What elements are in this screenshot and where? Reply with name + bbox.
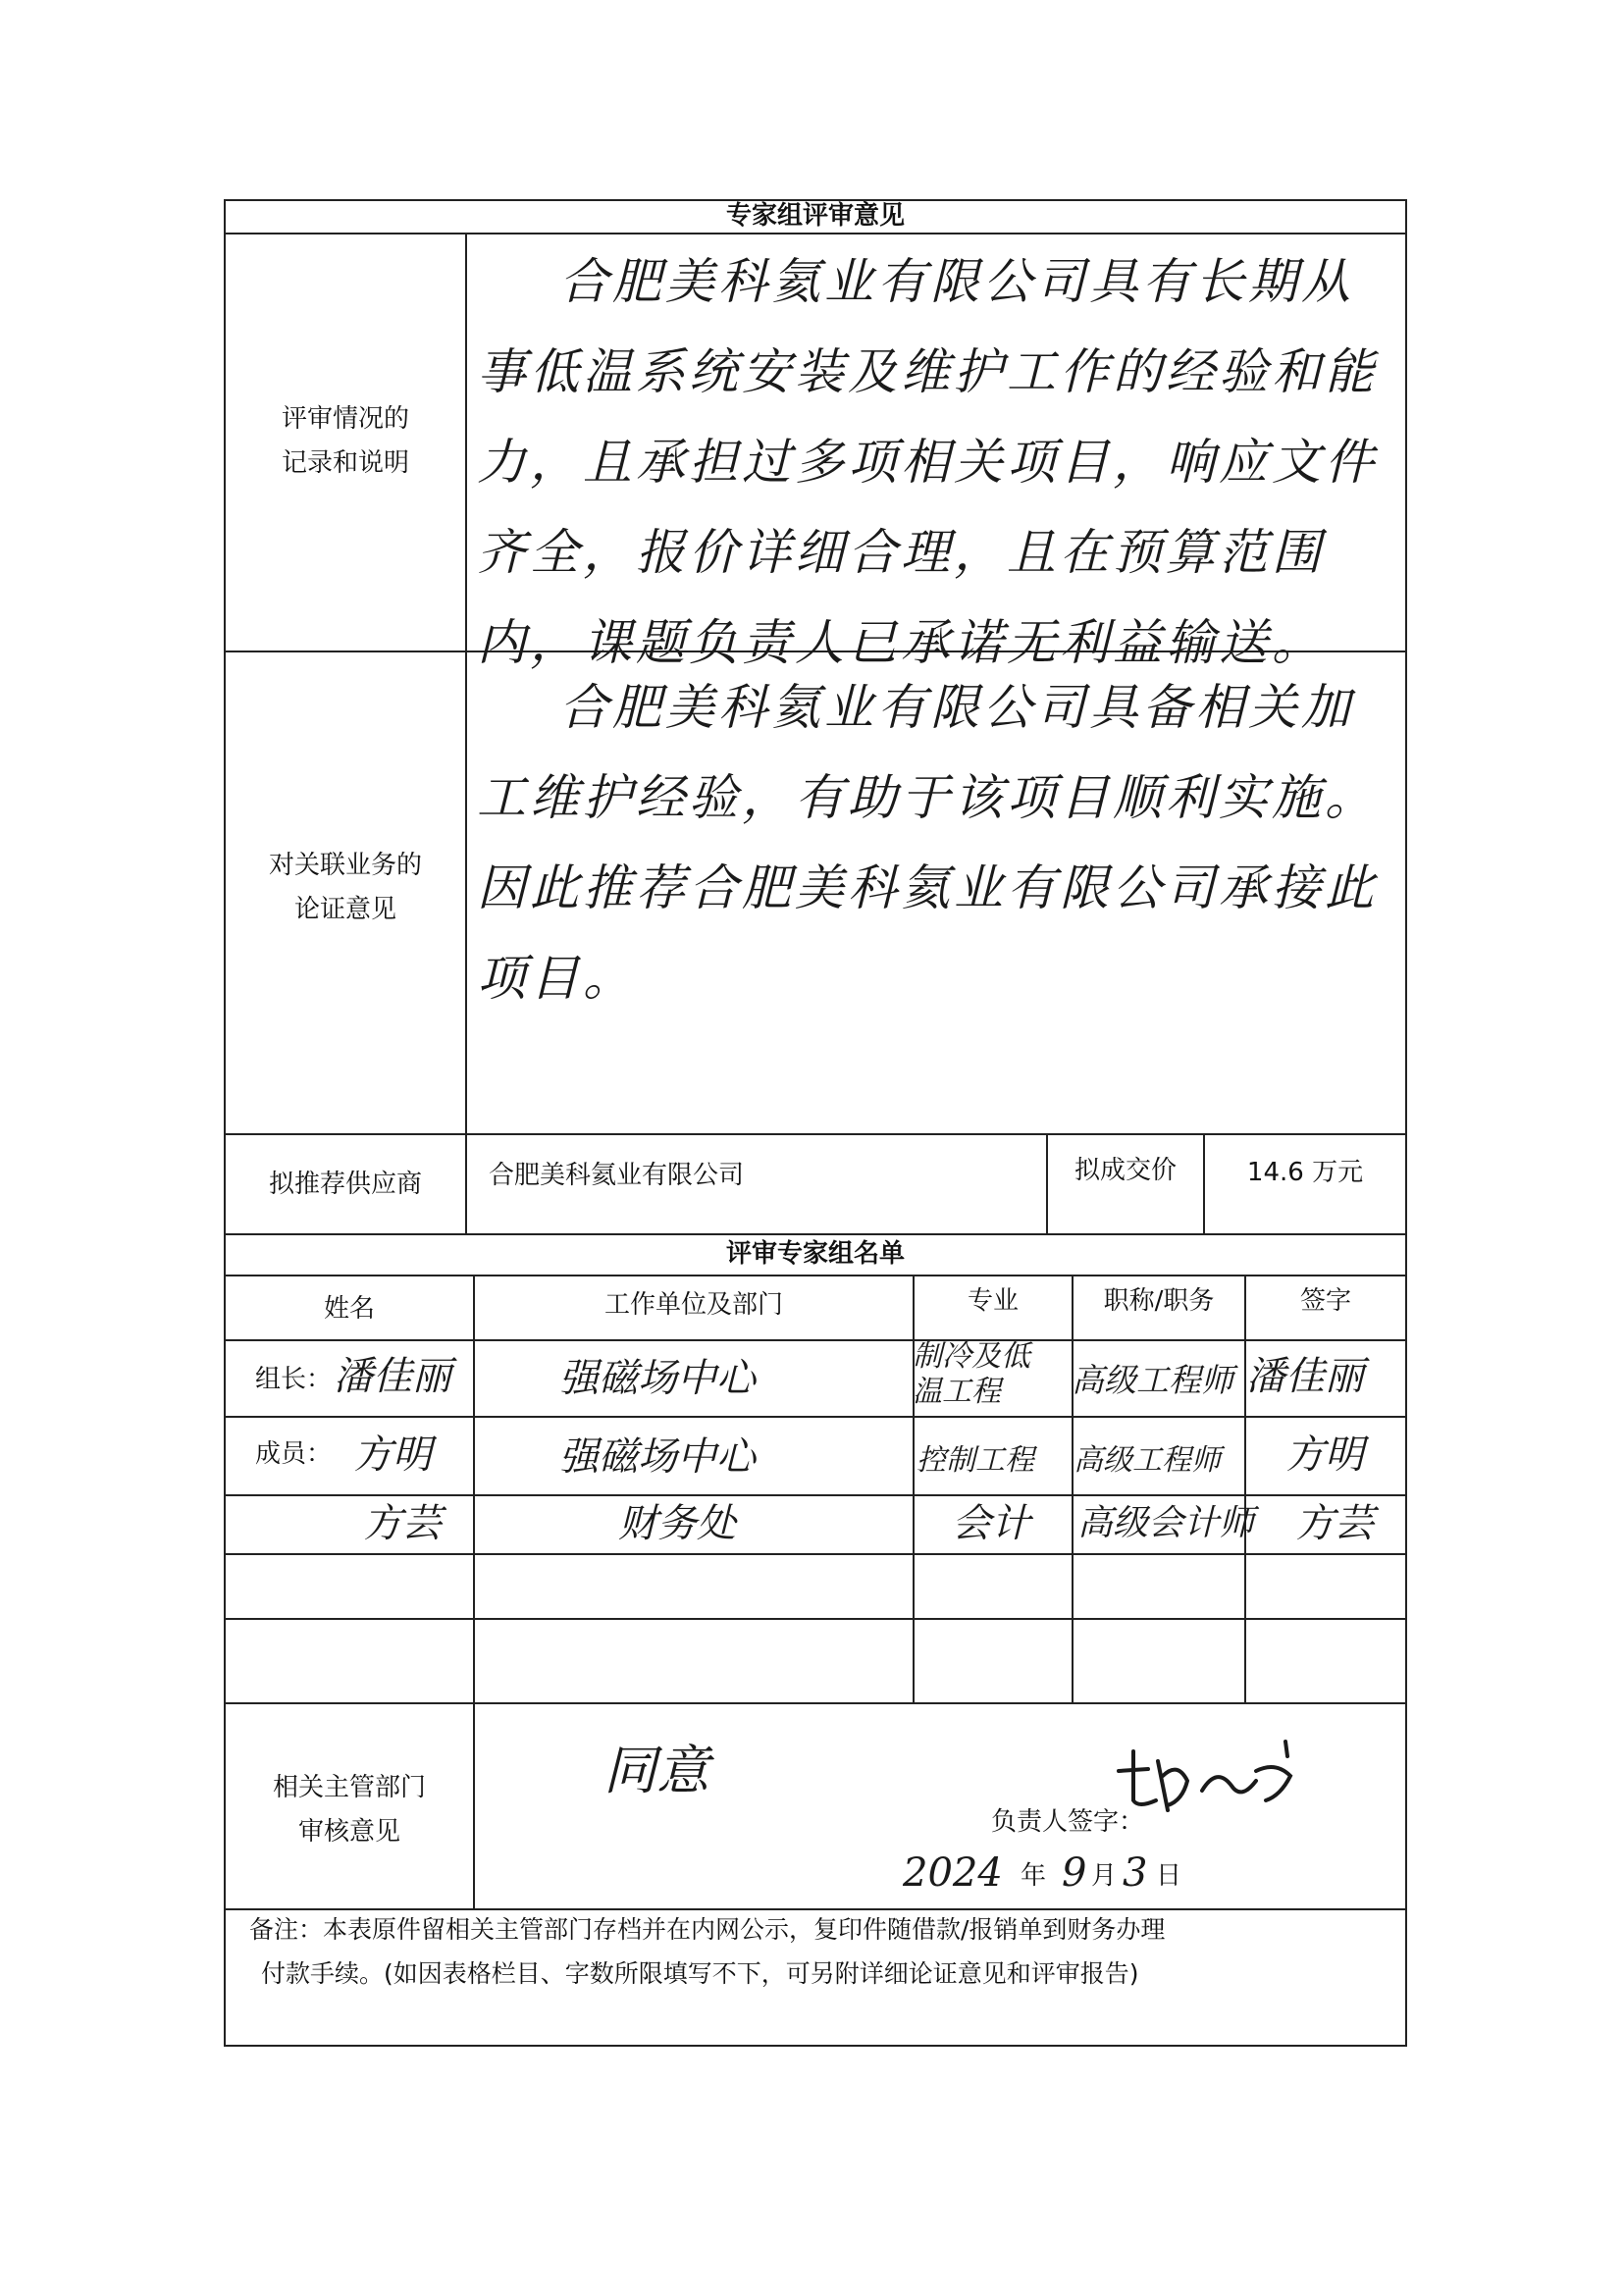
section-title: 专家组评审意见 xyxy=(725,201,905,231)
price-label: 拟成交价 xyxy=(1074,1156,1177,1185)
divider xyxy=(226,1908,1405,1910)
divider xyxy=(1244,1275,1246,1702)
header-title: 职称/职务 xyxy=(1103,1286,1215,1316)
divider xyxy=(226,233,1405,234)
header-major: 专业 xyxy=(967,1286,1019,1316)
signer-label: 负责人签字： xyxy=(991,1807,1145,1837)
divider xyxy=(226,1416,1405,1418)
date-month-label: 月 xyxy=(1091,1861,1118,1891)
supplier-value: 合肥美科氦业有限公司 xyxy=(489,1161,745,1190)
divider xyxy=(226,1702,1405,1704)
related-business-content: 合肥美科氦业有限公司具备相关加工维护经验，有助于该项目顺利实施。因此推荐合肥美科氦业有限公司承接此项目。 xyxy=(477,679,1378,1007)
dept-review-label-1: 相关主管部门 xyxy=(272,1773,426,1802)
remarks-line-1: 备注：本表原件留相关主管部门存档并在内网公示，复印件随借款/报销单到财务办理 xyxy=(249,1915,1166,1944)
row-unit: 强磁场中心 xyxy=(559,1356,756,1401)
row-sign: 潘佳丽 xyxy=(1246,1354,1364,1399)
leader-signature-icon xyxy=(1109,1732,1305,1820)
review-record-label-1: 评审情况的 xyxy=(281,404,409,434)
review-record-content: 合肥美科氦业有限公司具有长期从事低温系统安装及维护工作的经验和能力，且承担过多项相关项目，响应文件齐全，报价详细合理，且在预算范围内，课题负责人已承诺无利益输送。 xyxy=(477,253,1378,671)
remarks-line-2: 付款手续。(如因表格栏目、字数所限填写不下，可另附详细论证意见和评审报告) xyxy=(261,1959,1139,1988)
row-sign: 方芸 xyxy=(1295,1501,1374,1546)
date-day-label: 日 xyxy=(1156,1861,1182,1891)
dept-opinion: 同意 xyxy=(603,1740,709,1801)
divider xyxy=(226,1133,1405,1135)
expert-list-title: 评审专家组名单 xyxy=(725,1239,905,1269)
row-name: 方芸 xyxy=(363,1501,442,1546)
related-business-label-1: 对关联业务的 xyxy=(268,851,422,880)
review-record-label-2: 记录和说明 xyxy=(281,448,409,478)
divider xyxy=(473,1275,475,1702)
supplier-label: 拟推荐供应商 xyxy=(268,1170,422,1199)
date-day: 3 xyxy=(1123,1850,1148,1896)
divider xyxy=(226,1618,1405,1620)
header-sign: 签字 xyxy=(1299,1286,1351,1316)
expert-review-form xyxy=(224,199,1407,2047)
row-major: 制冷及低温工程 xyxy=(913,1339,1030,1409)
row-title: 高级工程师 xyxy=(1074,1443,1221,1478)
divider xyxy=(226,1339,1405,1341)
dept-review-label-2: 审核意见 xyxy=(297,1817,400,1847)
divider xyxy=(226,1494,1405,1496)
row-sign: 方明 xyxy=(1285,1432,1364,1478)
row-title: 高级工程师 xyxy=(1072,1361,1233,1399)
row-title: 高级会计师 xyxy=(1077,1503,1255,1543)
date-year: 2024 xyxy=(903,1850,1003,1896)
date-year-label: 年 xyxy=(1021,1861,1047,1891)
date-month: 9 xyxy=(1062,1850,1087,1896)
divider xyxy=(226,1275,1405,1276)
row-name: 潘佳丽 xyxy=(334,1354,451,1399)
divider xyxy=(473,1702,475,1908)
divider xyxy=(226,1233,1405,1235)
row-name: 方明 xyxy=(353,1432,432,1478)
row-unit: 财务处 xyxy=(618,1501,736,1546)
divider xyxy=(226,1553,1405,1555)
header-unit: 工作单位及部门 xyxy=(603,1290,783,1320)
header-name: 姓名 xyxy=(323,1294,375,1324)
row-major: 会计 xyxy=(952,1501,1030,1546)
price-value: 14.6 万元 xyxy=(1246,1158,1364,1187)
row-role: 成员： xyxy=(255,1439,333,1469)
divider xyxy=(1072,1275,1074,1702)
row-major: 控制工程 xyxy=(917,1443,1034,1478)
row-role: 组长： xyxy=(255,1365,333,1394)
related-business-label-2: 论证意见 xyxy=(293,895,396,924)
row-unit: 强磁场中心 xyxy=(559,1434,756,1480)
divider xyxy=(465,233,467,1233)
